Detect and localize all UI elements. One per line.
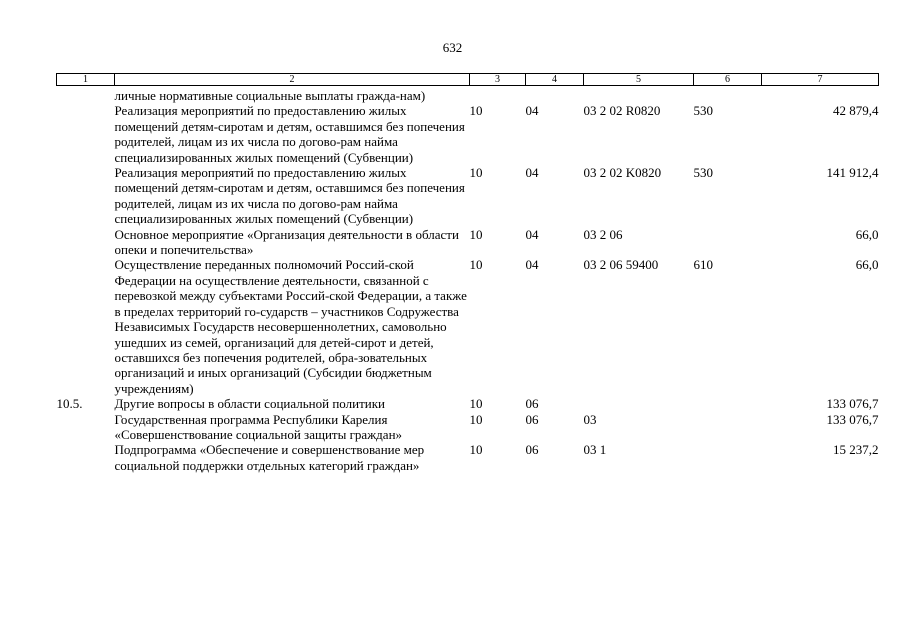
row-name: Осуществление переданных полномочий Россий-ской Федерации на осуществление деятельности, связанной с перевозкой между субъектами Россий-ской Федерации, а также в пределах территорий го-сударств – участников Содружества Независимых Государств несовершеннолетних, самовольно ушедших из семей, организаций для детей-сирот и детей, оставшихся без попечения родителей, обра-зовательных организаций и иных организаций (Субсидии бюджетным учреждениям) bbox=[114, 257, 467, 396]
row-target-article: 03 2 02 K0820 bbox=[583, 165, 662, 181]
row-sum bbox=[762, 86, 879, 104]
row-number bbox=[57, 165, 115, 227]
row-section: 10 bbox=[469, 165, 483, 181]
row-subsection: 04 bbox=[525, 165, 539, 181]
row-section: 10 bbox=[469, 442, 483, 458]
row-section: 10 bbox=[469, 257, 483, 273]
row-subsection: 06 bbox=[525, 396, 539, 412]
row-subsection: 04 bbox=[525, 257, 539, 273]
row-sum: 133 076,7 bbox=[826, 411, 879, 427]
row-number bbox=[57, 227, 115, 258]
column-header: 1 bbox=[57, 74, 115, 86]
row-sum: 141 912,4 bbox=[826, 165, 879, 181]
row-name: личные нормативные социальные выплаты граждa-нам) bbox=[114, 88, 426, 103]
row-target-article: 03 bbox=[583, 411, 597, 427]
row-target-article: 03 2 06 bbox=[583, 226, 623, 242]
row-target-article: 03 2 02 R0820 bbox=[583, 103, 661, 119]
table-row bbox=[57, 86, 879, 104]
row-number bbox=[57, 86, 115, 104]
row-name: Другие вопросы в области социальной политики bbox=[114, 396, 385, 412]
table-row bbox=[57, 165, 879, 227]
row-number bbox=[57, 442, 115, 473]
budget-table bbox=[56, 73, 879, 473]
column-header: 5 bbox=[584, 74, 694, 86]
row-number bbox=[57, 412, 115, 443]
row-subsection: 04 bbox=[525, 103, 539, 119]
row-section: 10 bbox=[469, 396, 483, 412]
row-subsection: 06 bbox=[525, 411, 539, 427]
row-expense-type bbox=[694, 227, 762, 258]
row-sum: 66,0 bbox=[855, 257, 879, 273]
column-header: 4 bbox=[526, 74, 584, 86]
column-header: 7 bbox=[762, 74, 879, 86]
row-subsection: 04 bbox=[525, 226, 539, 242]
row-sum: 66,0 bbox=[855, 226, 879, 242]
row-expense-type: 610 bbox=[693, 257, 713, 273]
row-expense-type bbox=[694, 396, 762, 411]
table-row bbox=[57, 396, 879, 411]
row-expense-type: 530 bbox=[693, 103, 713, 119]
row-expense-type: 530 bbox=[693, 165, 713, 181]
table-row bbox=[57, 442, 879, 473]
row-expense-type bbox=[694, 442, 762, 473]
table-row bbox=[57, 412, 879, 443]
row-section bbox=[470, 86, 526, 104]
column-header: 2 bbox=[115, 74, 470, 86]
row-sum: 42 879,4 bbox=[833, 103, 879, 119]
row-expense-type bbox=[694, 86, 762, 104]
column-number-header bbox=[57, 74, 879, 86]
table-row bbox=[57, 257, 879, 396]
row-target-article bbox=[584, 396, 694, 411]
table-row bbox=[57, 227, 879, 258]
row-number bbox=[57, 103, 115, 165]
row-sum: 133 076,7 bbox=[826, 396, 879, 412]
row-subsection: 06 bbox=[525, 442, 539, 458]
row-name: Подпрограмма «Обеспечение и совершенствование мер социальной поддержки отдельных категорий граждан» bbox=[114, 442, 425, 473]
row-section: 10 bbox=[469, 226, 483, 242]
row-number: 10.5. bbox=[56, 396, 83, 412]
row-subsection bbox=[526, 86, 584, 104]
row-section: 10 bbox=[469, 411, 483, 427]
row-number bbox=[57, 257, 115, 396]
table-row bbox=[57, 103, 879, 165]
row-expense-type bbox=[694, 412, 762, 443]
row-name: Реализация мероприятий по предоставлению жилых помещений детям-сиротам и детям, оставшимся без попечения родителей, лицам из их числа по догово-рам найма специализированных жилых помещений (Субвенции) bbox=[114, 165, 465, 227]
row-section: 10 bbox=[469, 103, 483, 119]
row-target-article: 03 1 bbox=[583, 442, 607, 458]
row-target-article: 03 2 06 59400 bbox=[583, 257, 659, 273]
row-sum: 15 237,2 bbox=[833, 442, 879, 458]
column-header: 6 bbox=[694, 74, 762, 86]
row-target-article bbox=[584, 86, 694, 104]
page-number: 632 bbox=[442, 40, 463, 55]
row-name: Реализация мероприятий по предоставлению жилых помещений детям-сиротам и детям, оставшимся без попечения родителей, лицам из их числа по догово-рам найма специализированных жилых помещений (Субвенции) bbox=[114, 103, 465, 165]
column-header: 3 bbox=[470, 74, 526, 86]
row-name: Государственная программа Республики Карелия «Совершенствование социальной защиты граждан» bbox=[114, 411, 403, 442]
row-name: Основное мероприятие «Организация деятельности в области опеки и попечительства» bbox=[114, 226, 459, 258]
